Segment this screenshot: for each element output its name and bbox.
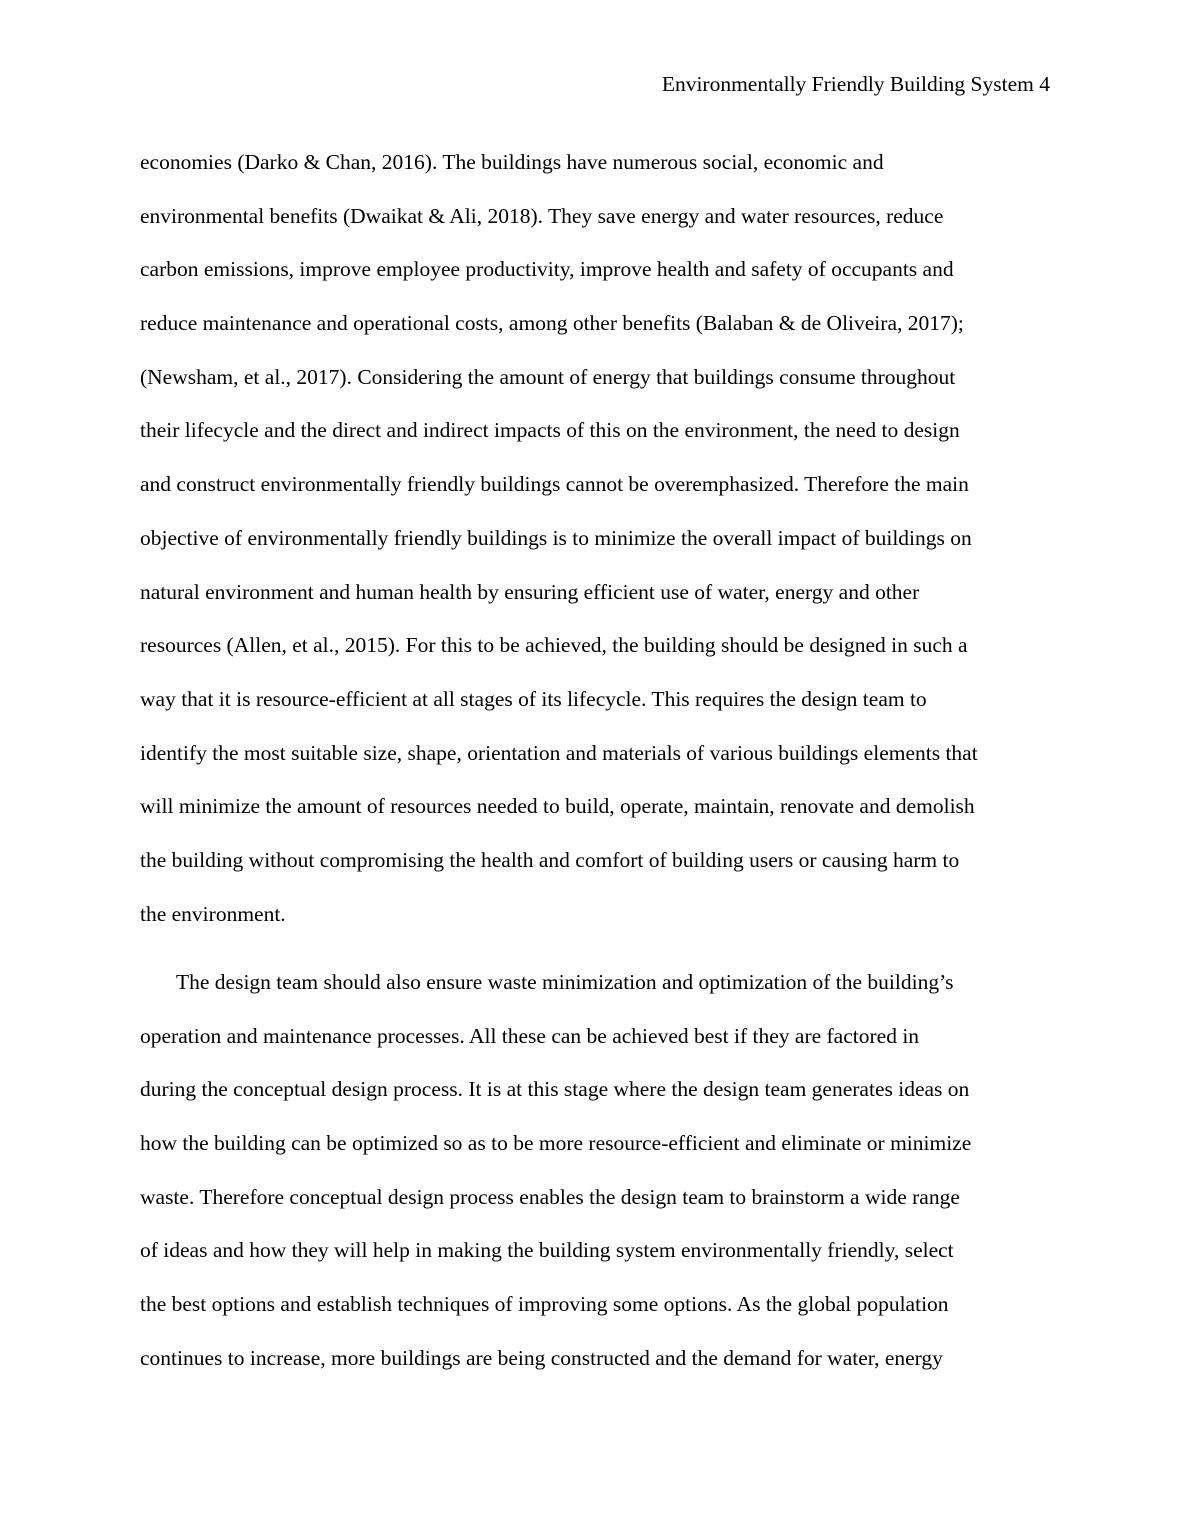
text-line: environmental benefits (Dwaikat & Ali, 2018). They save energy and water resources, reduce [140,203,944,228]
text-line: during the conceptual design process. It is at this stage where the design team generates ideas on [140,1077,970,1102]
page-header [662,70,1050,98]
text-line: the best options and establish techniques of improving some options. As the global population [140,1291,949,1316]
paragraph-2 [140,956,1050,1386]
text-line: and construct environmentally friendly buildings cannot be overemphasized. Therefore the main [140,472,969,497]
text-line: way that it is resource-efficient at all stages of its lifecycle. This requires the design team to [140,686,927,711]
text-line: operation and maintenance processes. All these can be achieved best if they are factored in [140,1023,920,1048]
text-line: waste. Therefore conceptual design process enables the design team to brainstorm a wide range [140,1184,960,1209]
text-line: (Newsham, et al., 2017). Considering the amount of energy that buildings consume throughout [140,364,956,389]
text-line: the environment. [140,901,286,926]
running-head: Environmentally Friendly Building System [661,72,1034,96]
text-line: resources (Allen, et al., 2015). For this to be achieved, the building should be designed in such a [140,633,968,658]
text-line: carbon emissions, improve employee productivity, improve health and safety of occupants and [140,257,954,282]
text-line: their lifecycle and the direct and indirect impacts of this on the environment, the need to design [140,418,960,443]
text-line: how the building can be optimized so as to be more resource-efficient and eliminate or minimize [140,1130,972,1155]
text-line: will minimize the amount of resources needed to build, operate, maintain, renovate and demolish [140,794,975,819]
page-number: 4 [1039,72,1050,96]
text-line: natural environment and human health by ensuring efficient use of water, energy and other [140,579,920,604]
paragraph-1 [140,136,1050,941]
text-line: of ideas and how they will help in making the building system environmentally friendly, select [140,1238,954,1263]
text-line: reduce maintenance and operational costs, among other benefits (Balaban & de Oliveira, 2017); [140,311,964,336]
text-line: objective of environmentally friendly buildings is to minimize the overall impact of buildings on [140,525,972,550]
text-line: identify the most suitable size, shape, orientation and materials of various buildings elements that [140,740,978,765]
text-line: economies (Darko & Chan, 2016). The buildings have numerous social, economic and [140,150,884,174]
text-line: The design team should also ensure waste minimization and optimization of the building’s [176,969,954,994]
paragraph-spacer [140,941,1050,956]
text-line: the building without compromising the health and comfort of building users or causing harm to [140,847,960,872]
text-line: continues to increase, more buildings are being constructed and the demand for water, energy [140,1345,943,1370]
document-body [140,136,1050,1385]
